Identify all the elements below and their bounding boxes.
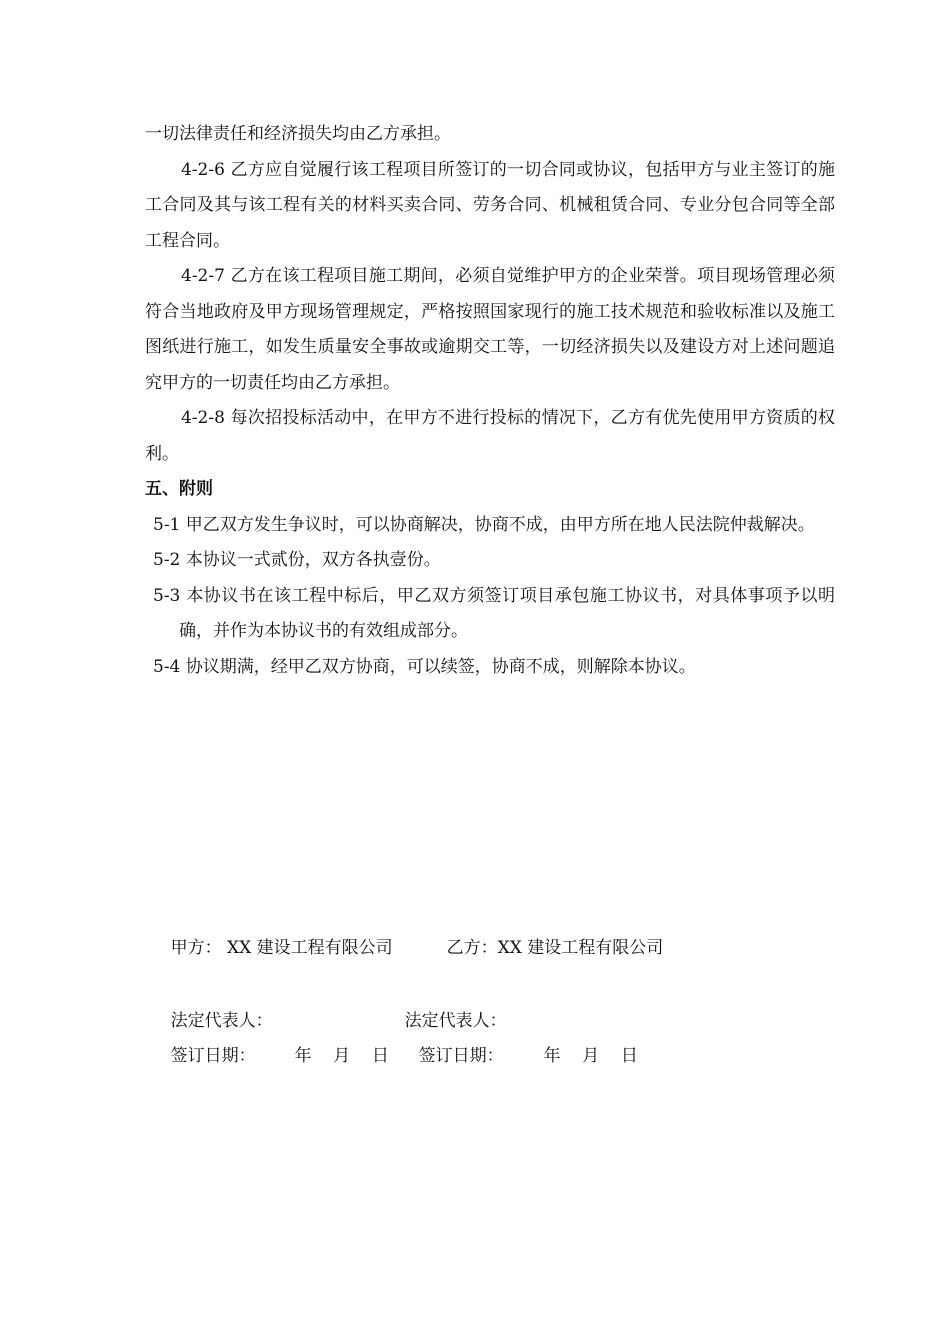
item-5-4: 5-4 协议期满，经甲乙双方协商，可以续签，协商不成，则解除本协议。: [153, 656, 696, 677]
document-body: [145, 117, 835, 685]
paragraph-4-2-7: 4-2-7 乙方在该工程项目施工期间，必须自觉维护甲方的企业荣誉。项目现场管理必须符合当地政府及甲方现场管理规定，严格按照国家现行的施工技术规范和验收标准以及施工图纸进行施工，如发生质量安全事故或逾期交工等，一切经济损失以及建设方对上述问题追究甲方的一切责任均由乙方承担。: [145, 266, 835, 393]
rep-a-label: 法定代表人：: [170, 1011, 273, 1031]
date-b-label: 签订日期：: [418, 1046, 504, 1066]
item-5-1: 5-1 甲乙双方发生争议时，可以协商解决，协商不成，由甲方所在地人民法院仲裁解决。: [153, 514, 815, 535]
paragraph-4-2-6: 4-2-6 乙方应自觉履行该工程项目所签订的一切合同或协议，包括甲方与业主签订的施工合同及其与该工程有关的材料买卖合同、劳务合同、机械租赁合同、专业分包合同等全部工程合同。: [145, 159, 835, 251]
section-heading: 五、附则: [145, 479, 213, 499]
party-b-line: 乙方：XX 建设工程有限公司: [446, 938, 664, 958]
party-a-line: 甲方： XX 建设工程有限公司: [170, 938, 393, 958]
rep-b-label: 法定代表人：: [404, 1011, 507, 1031]
date-a-fields: 年 月 日: [294, 1046, 389, 1066]
signature-party-b: [425, 912, 663, 984]
signature-party-row: [149, 912, 393, 984]
paragraph-4-2-8: 4-2-8 每次招投标活动中，在甲方不进行投标的情况下，乙方有优先使用甲方资质的权利。: [145, 408, 835, 464]
date-b-block: [397, 1020, 504, 1092]
date-b-fields-block: [522, 1020, 638, 1092]
date-a-fields-block: [273, 1020, 389, 1092]
item-5-3: 5-3 本协议书在该工程中标后，甲乙双方须签订项目承包施工协议书，对具体事项予以明确，并作为本协议书的有效组成部分。: [153, 585, 835, 641]
date-a-label: 签订日期：: [170, 1046, 256, 1066]
date-a-block: [149, 1020, 256, 1092]
paragraph-continuation: 一切法律责任和经济损失均由乙方承担。: [145, 124, 451, 144]
date-b-fields: 年 月 日: [543, 1046, 638, 1066]
item-5-2: 5-2 本协议一式贰份，双方各执壹份。: [153, 550, 441, 570]
